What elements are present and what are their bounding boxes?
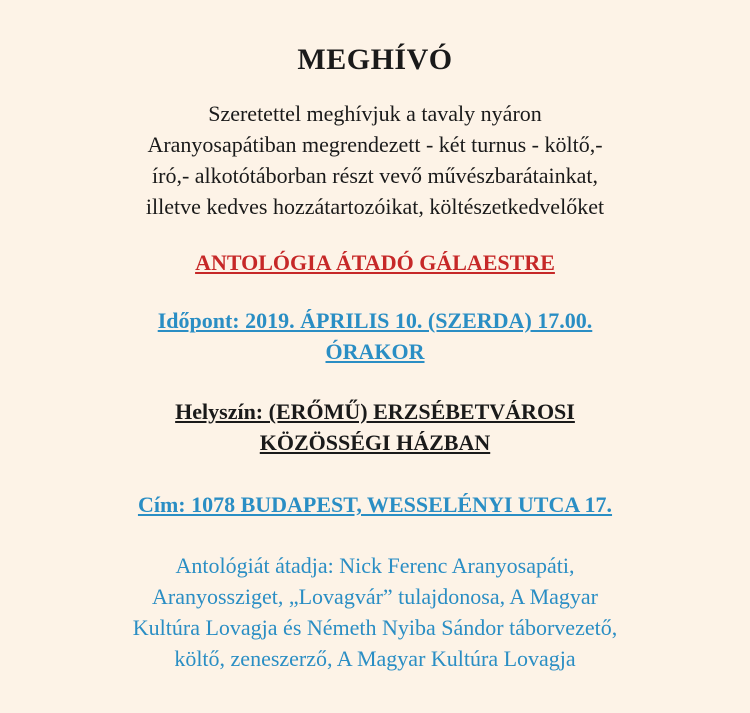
time-line: ÓRAKOR	[325, 339, 425, 364]
event-venue	[25, 396, 725, 458]
presenter-line: Antológiát átadja: Nick Ferenc Aranyosapáti,	[175, 553, 575, 578]
intro-line: író,- alkotótáborban részt vevő művészbarátainkat,	[152, 163, 598, 188]
invitation-title: MEGHÍVÓ	[297, 43, 453, 76]
presenter-line: költő, zeneszerző, A Magyar Kultúra Lovagja	[174, 646, 576, 671]
event-name: ANTOLÓGIA ÁTADÓ GÁLAESTRE	[195, 250, 555, 275]
presenter-line: Kultúra Lovagja és Németh Nyiba Sándor táborvezető,	[132, 615, 618, 640]
intro-line: Szeretettel meghívjuk a tavaly nyáron	[208, 101, 542, 126]
event-time	[25, 305, 725, 367]
event-address: Cím: 1078 BUDAPEST, WESSELÉNYI UTCA 17.	[137, 492, 613, 517]
intro-line: Aranyosapátiban megrendezett - két turnus - költő,-	[147, 132, 603, 157]
intro-line: illetve kedves hozzátartozóikat, költészetkedvelőket	[145, 194, 605, 219]
presenter-paragraph	[15, 550, 735, 674]
intro-paragraph	[25, 98, 725, 222]
presenter-line: Aranyossziget, „Lovagvár” tulajdonosa, A Magyar	[152, 584, 598, 609]
venue-line: Helyszín: (ERŐMŰ) ERZSÉBETVÁROSI	[175, 399, 575, 424]
time-line: Időpont: 2019. ÁPRILIS 10. (SZERDA) 17.00.	[157, 308, 593, 333]
venue-line: KÖZÖSSÉGI HÁZBAN	[259, 430, 491, 455]
